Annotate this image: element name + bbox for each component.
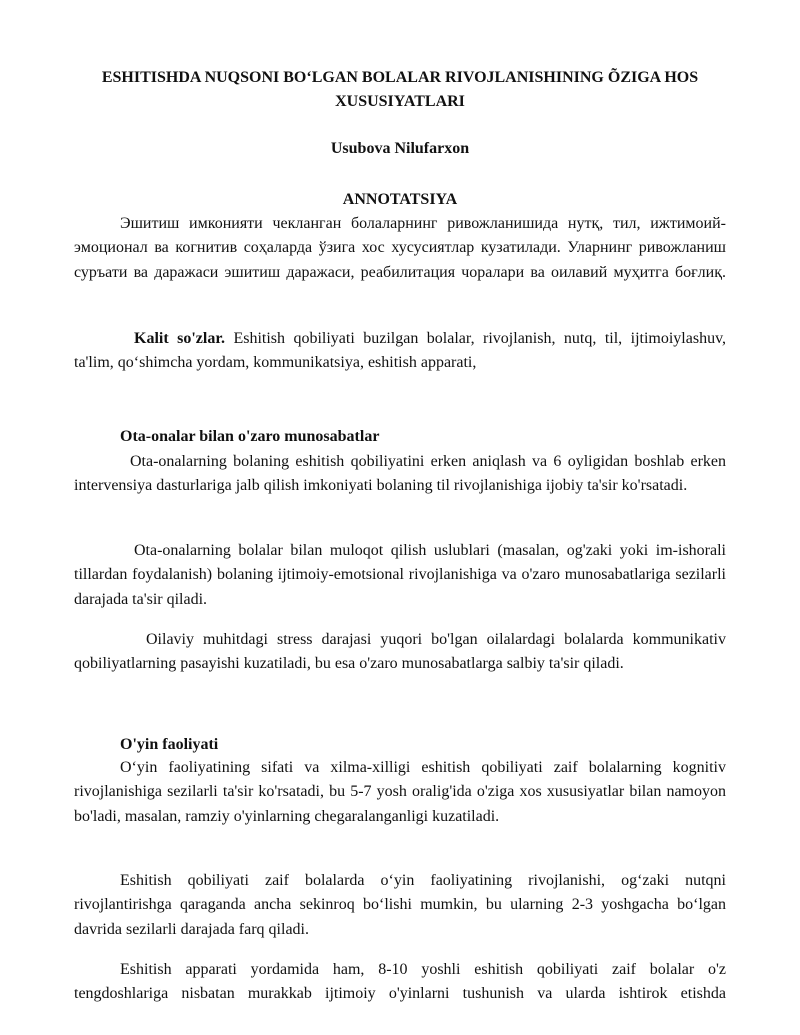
paragraph-play-2: Eshitish qobiliyati zaif bolalarda o‘yin faoliyatining rivojlanishi, og‘zaki nutqni rivojlantirishga qaraganda ancha sekinroq bo‘lishi mumkin, bu ularning 2-3 yoshgacha bo‘lgan davrida sezilarli darajada farq qiladi. [74, 872, 726, 938]
keywords-paragraph [74, 327, 726, 376]
annotation-paragraph: Эшитиш имконияти чекланган болаларнинг ривожланишида нутқ, тил, ижтимоий-эмоционал ва когнитив соҳаларда ўзига хос хусусиятлар кузатилади. Уларнинг ривожланиш суръати ва даражаси эшитиш даражаси, реабилитация чоралари ва оилавий муҳитга боғлиқ. [74, 215, 726, 281]
keywords-text: Eshitish qobiliyati buzilgan bolalar, rivojlanish, nutq, til, ijtimoiylashuv, ta'lim, qo‘shimcha yordam, kommunikatsiya, eshitish apparati, [74, 330, 727, 372]
keywords-label: Kalit so'zlar. [134, 330, 225, 347]
author-name: Usubova Nilufarxon [330, 140, 470, 157]
document-title-text: ESHITISHDA NUQSONI BO‘LGAN BOLALAR RIVOJLANISHINING ÕZIGA HOS XUSUSIYATLARI [101, 69, 699, 110]
paragraph-parents-1: Ota-onalarning bolaning eshitish qobiliyatini erken aniqlash va 6 oyligidan boshlab erken intervensiya dasturlariga jalb qilish imkoniyati bolaning til rivojlanishiga ijobiy ta'sir ko'rsatadi. [74, 453, 726, 495]
paragraph-parents-3: Oilaviy muhitdagi stress darajasi yuqori bo'lgan oilalardagi bolalarda kommunikativ qobiliyatlarning pasayishi kuzatiladi, bu esa o'zaro munosabatlarga salbiy ta'sir qiladi. [74, 631, 726, 673]
annotation-heading: ANNOTATSIYA [342, 191, 458, 208]
section-heading-parents: Ota-onalar bilan o'zaro munosabatlar [120, 428, 380, 445]
section-heading-play: O'yin faoliyati [120, 736, 219, 753]
paragraph-play-3: Eshitish apparati yordamida ham, 8-10 yoshli eshitish qobiliyati zaif bolalar o'z tengdoshlariga nisbatan murakkab ijtimoiy o'yinlarni tushunish va ularda ishtirok etishda [74, 961, 726, 1003]
paragraph-play-1: O‘yin faoliyatining sifati va xilma-xilligi eshitish qobiliyati zaif bolalarning kognitiv rivojlanishiga sezilarli ta'sir ko'rsatadi, bu 5-7 yosh oralig'ida o'ziga xos xususiyatlar bilan namoyon bo'ladi, masalan, ramziy o'yinlarning chegaralanganligi kuzatiladi. [74, 759, 726, 825]
document-title [74, 66, 726, 114]
paragraph-parents-2: Ota-onalarning bolalar bilan muloqot qilish uslublari (masalan, og'zaki yoki im-ishorali tillardan foydalanish) bolaning ijtimoiy-emotsional rivojlanishiga va o'zaro munosabatlariga sezilarli darajada ta'sir qiladi. [74, 542, 726, 608]
